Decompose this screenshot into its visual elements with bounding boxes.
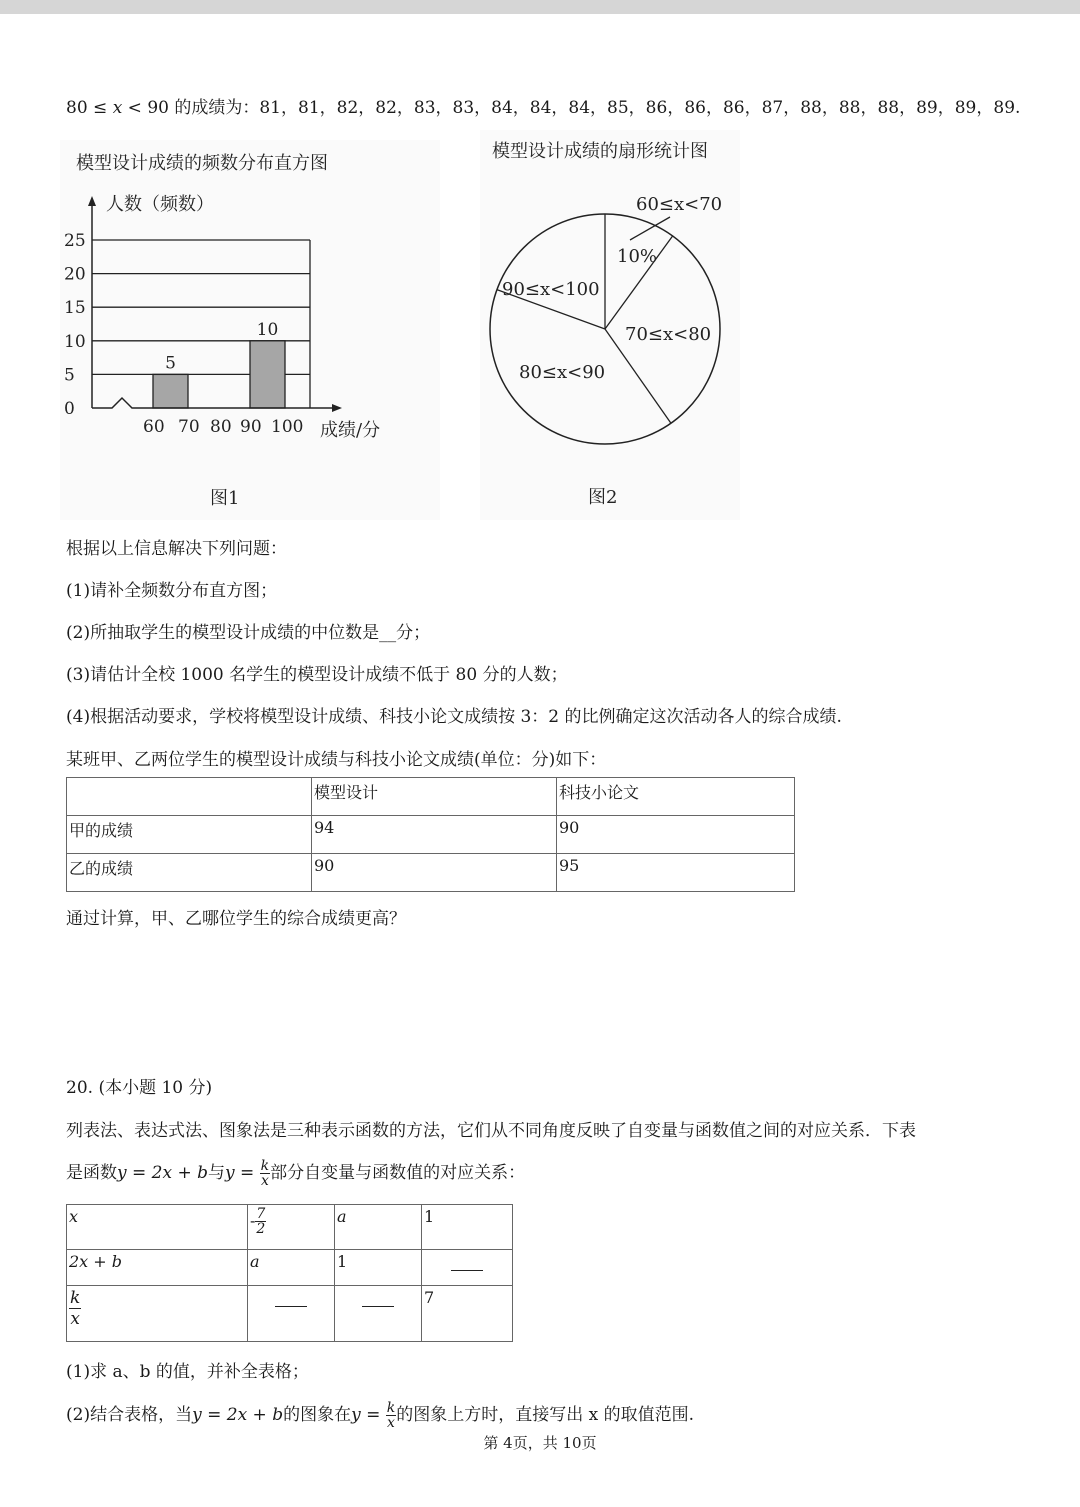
y-tick-label: 0 (64, 399, 75, 419)
x-axis-label: 成绩/分 (320, 420, 381, 441)
x-tick-label: 90 (240, 417, 262, 437)
table-cell: 1 (335, 1250, 422, 1286)
y-tick-label: 5 (64, 365, 75, 386)
table-cell: 7 (422, 1286, 513, 1342)
table-cell: 95 (557, 854, 795, 892)
table-intro: 某班甲、乙两位学生的模型设计成绩与科技小论文成绩(单位：分)如下： (66, 750, 607, 770)
question-1: (1)请补全频数分布直方图； (66, 581, 278, 601)
table-cell: - $\frac{7}{2}$ (248, 1205, 335, 1250)
table-header-cell (67, 778, 312, 816)
table-header-row (67, 778, 795, 816)
page-footer: 第 4页，共 10页 (483, 1434, 597, 1452)
fraction-k-over-x: $\frac{k}{x}$ (260, 1158, 270, 1189)
problem-20-heading: 20. (本小题 10 分) (66, 1078, 213, 1098)
table-cell: a (335, 1205, 422, 1250)
problem-20-line2: 是函数y = 2x + b与y = $\frac{k}{x}$ 部分自变量与函数值的对应关系： (66, 1158, 526, 1189)
y-tick-label: 20 (64, 264, 86, 285)
table-cell: a (248, 1250, 335, 1286)
y-tick-label: 25 (64, 231, 86, 251)
bar-data-label: 10 (256, 319, 279, 340)
pie-chart (480, 130, 740, 520)
data-line: 80 ≤ x < 90 的成绩为：81，81，82，82，83，83，84，84，84，85，86，86，86，87，88，88，88，89，89，89. (66, 98, 1021, 118)
problem-20-q1: (1)求 a、b 的值，并补全表格； (66, 1362, 309, 1382)
table-cell: 90 (312, 854, 557, 892)
x-tick-label: 100 (271, 417, 304, 437)
table-header-cell: 科技小论文 (557, 778, 795, 816)
answer-blank (362, 1288, 394, 1307)
y-tick-label: 10 (64, 331, 86, 352)
histogram-title: 模型设计成绩的频数分布直方图 (76, 153, 328, 174)
y-axis-label: 人数（频数） (106, 194, 214, 215)
slice-percent-60-70: 10% (617, 246, 658, 267)
y-tick-label: 15 (64, 298, 86, 319)
slice-label-80-90: 80≤x<90 (519, 362, 606, 383)
question-4: (4)根据活动要求，学校将模型设计成绩、科技小论文成绩按 3：2 的比例确定这次活动各人的综合成绩. (66, 707, 842, 727)
table-cell: $\frac{k}{x}$ (67, 1286, 248, 1342)
question-2: (2)所抽取学生的模型设计成绩的中位数是__分； (66, 623, 431, 643)
score-table (66, 777, 795, 892)
problem-20-q2: (2)结合表格，当y = 2x + b的图象在y = $\frac{k}{x}$ 的图象上方时，直接写出 x 的取值范围. (66, 1400, 695, 1431)
fraction-k-over-x: $\frac{k}{x}$ (386, 1400, 396, 1431)
answer-blank (451, 1252, 483, 1271)
pie-title: 模型设计成绩的扇形统计图 (492, 141, 708, 162)
table-cell: 1 (422, 1205, 513, 1250)
top-scroll-bar (0, 0, 1080, 14)
table-row (67, 1205, 513, 1250)
x-tick-label: 80 (210, 417, 232, 437)
x-tick-label: 70 (178, 417, 200, 437)
slice-label-60-70: 60≤x<70 (636, 194, 723, 215)
table-cell (335, 1286, 422, 1342)
table-cell: 乙的成绩 (67, 854, 312, 892)
table-cell (422, 1250, 513, 1286)
table-row (67, 816, 795, 854)
table-cell: 90 (557, 816, 795, 854)
table-row (67, 1250, 513, 1286)
bar-data-label: 5 (165, 353, 176, 374)
table-cell: 2x + b (67, 1250, 248, 1286)
table-cell: x (67, 1205, 248, 1250)
table-cell (248, 1286, 335, 1342)
histogram-bar (250, 341, 285, 408)
histogram-chart (60, 140, 440, 520)
table-header-cell: 模型设计 (312, 778, 557, 816)
answer-blank (275, 1288, 307, 1307)
figure-caption-2: 图2 (588, 487, 618, 508)
table-cell: 94 (312, 816, 557, 854)
slice-label-90-100: 90≤x<100 (502, 279, 600, 300)
figure-caption-1: 图1 (210, 488, 240, 509)
x-tick-label: 60 (143, 417, 165, 437)
questions-intro: 根据以上信息解决下列问题： (66, 539, 287, 559)
table-row (67, 1286, 513, 1342)
problem-20-line1: 列表法、表达式法、图象法是三种表示函数的方法，它们从不同角度反映了自变量与函数值之间的对应关系．下表 (66, 1121, 916, 1141)
function-table (66, 1204, 513, 1342)
table-cell: 甲的成绩 (67, 816, 312, 854)
table-row (67, 854, 795, 892)
slice-label-70-80: 70≤x<80 (625, 324, 712, 345)
final-question: 通过计算，甲、乙哪位学生的综合成绩更高？ (66, 909, 406, 929)
question-3: (3)请估计全校 1000 名学生的模型设计成绩不低于 80 分的人数； (66, 665, 568, 685)
histogram-bar (153, 374, 188, 408)
